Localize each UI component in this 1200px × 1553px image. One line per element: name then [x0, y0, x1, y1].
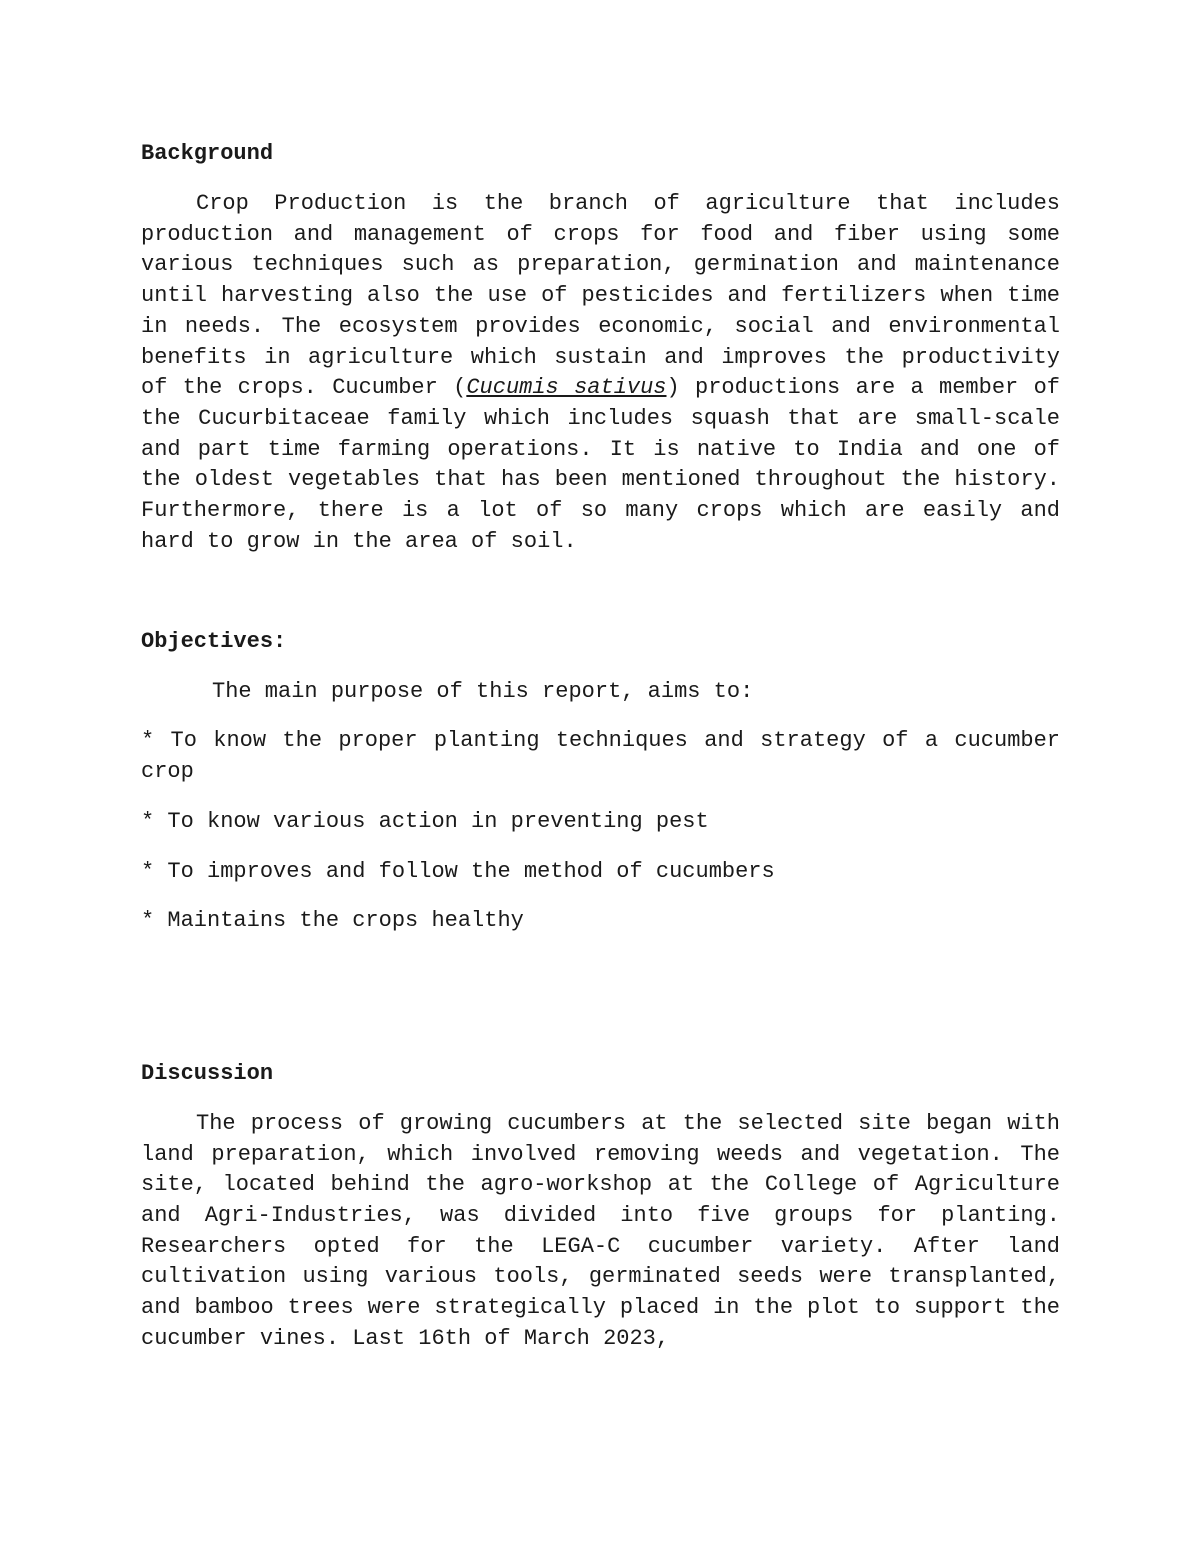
objective-item: * To improves and follow the method of cucumbers	[141, 858, 775, 884]
background-text-after: ) productions are a member of the Cucurbitaceae family which includes squash that are small-scale and part time farming operations. It is native to India and one of the oldest vegetables that has been mentioned throughout the history. Furthermore, there is a lot of so many crops which are easily and hard to grow in the area of soil.	[141, 375, 1060, 554]
objectives-intro: The main purpose of this report, aims to:	[212, 679, 754, 705]
discussion-heading: Discussion	[141, 1060, 274, 1086]
background-text-before: Crop Production is the branch of agriculture that includes production and management of crops for food and fiber using some various techniques such as preparation, germination and maintenance until harvesting also the use of pesticides and fertilizers when time in needs. The ecosystem provides economic, social and environmental benefits in agriculture which sustain and improves the productivity of the crops. Cucumber (	[141, 191, 1060, 401]
objective-item: * To know various action in preventing pest	[141, 808, 709, 834]
objective-item: * Maintains the crops healthy	[141, 908, 524, 934]
objective-item: * To know the proper planting techniques and strategy of a cucumber crop	[141, 728, 1060, 785]
discussion-section	[141, 1059, 1060, 1355]
objectives-section	[141, 627, 1060, 937]
background-paragraph	[141, 189, 1060, 557]
scientific-name: Cucumis sativus	[466, 375, 667, 401]
objectives-heading: Objectives:	[141, 629, 287, 655]
background-heading: Background	[141, 141, 274, 166]
document-page	[141, 139, 1060, 1355]
discussion-paragraph: The process of growing cucumbers at the selected site began with land preparation, which involved removing weeds and vegetation. The site, located behind the agro-workshop at the College of Agriculture and Agri-Industries, was divided into five groups for planting. Researchers opted for the LEGA-C cucumber variety. After land cultivation using various tools, germinated seeds were transplanted, and bamboo trees were strategically placed in the plot to support the cucumber vines. Last 16th of March 2023,	[141, 1110, 1060, 1351]
background-section	[141, 139, 1060, 557]
